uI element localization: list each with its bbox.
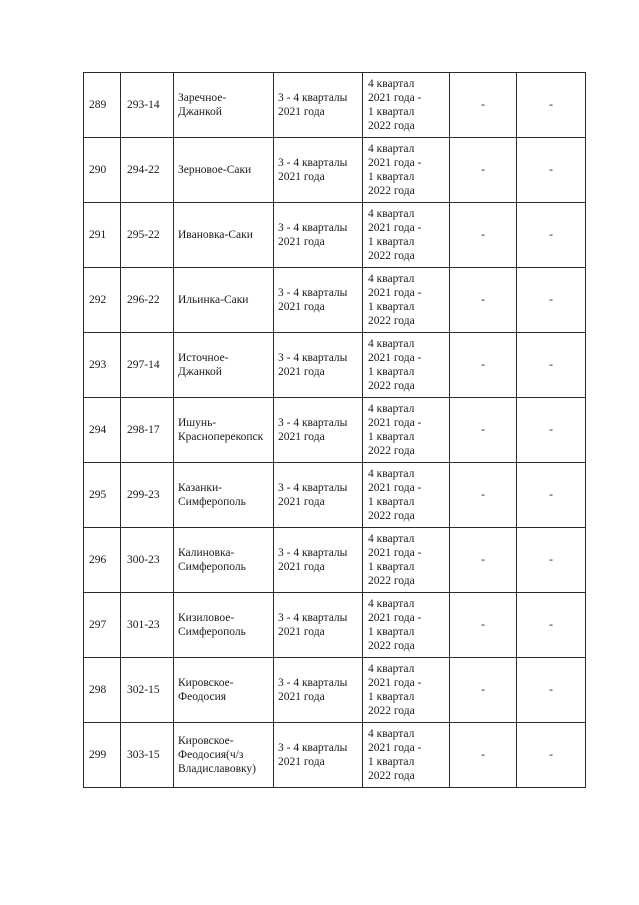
period-end-line: 2022 года [368, 510, 415, 522]
period-end [363, 333, 450, 398]
row-number: 294 [84, 398, 121, 463]
period-end-line: 4 квартал [368, 533, 415, 545]
route-name [174, 73, 274, 138]
period-start-line: 3 - 4 кварталы [278, 222, 348, 234]
route-name-line: Источное- [178, 352, 229, 364]
period-end-line: 1 квартал [368, 496, 415, 508]
period-start-line: 3 - 4 кварталы [278, 417, 348, 429]
period-end-line: 1 квартал [368, 756, 415, 768]
period-end-line: 2022 года [368, 575, 415, 587]
period-end [363, 398, 450, 463]
route-code: 294-22 [121, 138, 174, 203]
row-number: 297 [84, 593, 121, 658]
route-name-line: Ильинка-Саки [178, 294, 249, 306]
period-end-line: 4 квартал [368, 338, 415, 350]
period-start [274, 463, 363, 528]
period-end-line: 2021 года - [368, 417, 422, 429]
column-6-value: - [450, 723, 517, 788]
period-end-line: 2021 года - [368, 677, 422, 689]
period-end-line: 2021 года - [368, 222, 422, 234]
period-start-line: 2021 года [278, 561, 325, 573]
period-end-line: 1 квартал [368, 691, 415, 703]
column-7-value: - [517, 593, 586, 658]
period-start-line: 2021 года [278, 496, 325, 508]
period-end-line: 1 квартал [368, 626, 415, 638]
column-6-value: - [450, 138, 517, 203]
period-start-line: 2021 года [278, 431, 325, 443]
route-name-line: Красноперекопск [178, 431, 264, 443]
period-start-line: 2021 года [278, 366, 325, 378]
column-6-value: - [450, 203, 517, 268]
row-number: 291 [84, 203, 121, 268]
route-code: 297-14 [121, 333, 174, 398]
period-start [274, 268, 363, 333]
period-start-line: 2021 года [278, 171, 325, 183]
period-end-line: 2022 года [368, 315, 415, 327]
route-name [174, 268, 274, 333]
period-end-line: 4 квартал [368, 598, 415, 610]
period-end-line: 2022 года [368, 705, 415, 717]
period-end-line: 2022 года [368, 770, 415, 782]
period-end-line: 4 квартал [368, 728, 415, 740]
column-6-value: - [450, 268, 517, 333]
route-code: 296-22 [121, 268, 174, 333]
period-end-line: 1 квартал [368, 366, 415, 378]
period-end-line: 2022 года [368, 380, 415, 392]
column-7-value: - [517, 398, 586, 463]
route-name [174, 658, 274, 723]
period-end-line: 2022 года [368, 185, 415, 197]
row-number: 295 [84, 463, 121, 528]
route-name [174, 398, 274, 463]
table-row [84, 333, 586, 398]
period-end-line: 4 квартал [368, 663, 415, 675]
period-start-line: 2021 года [278, 301, 325, 313]
table-row [84, 138, 586, 203]
period-start-line: 2021 года [278, 236, 325, 248]
period-end-line: 4 квартал [368, 208, 415, 220]
column-7-value: - [517, 73, 586, 138]
column-7-value: - [517, 723, 586, 788]
route-name [174, 138, 274, 203]
route-code: 301-23 [121, 593, 174, 658]
row-number: 290 [84, 138, 121, 203]
route-name [174, 723, 274, 788]
period-end-line: 2022 года [368, 640, 415, 652]
route-name-line: Симферополь [178, 561, 246, 573]
period-start [274, 138, 363, 203]
period-end-line: 1 квартал [368, 561, 415, 573]
column-6-value: - [450, 333, 517, 398]
period-end [363, 138, 450, 203]
period-end [363, 268, 450, 333]
period-end-line: 1 квартал [368, 301, 415, 313]
period-end [363, 593, 450, 658]
column-7-value: - [517, 268, 586, 333]
column-6-value: - [450, 398, 517, 463]
table-row [84, 528, 586, 593]
period-end-line: 2021 года - [368, 352, 422, 364]
period-start-line: 2021 года [278, 756, 325, 768]
period-end-line: 1 квартал [368, 171, 415, 183]
period-end-line: 2021 года - [368, 92, 422, 104]
column-6-value: - [450, 528, 517, 593]
route-name [174, 528, 274, 593]
period-start-line: 3 - 4 кварталы [278, 547, 348, 559]
route-code: 300-23 [121, 528, 174, 593]
period-start-line: 3 - 4 кварталы [278, 92, 348, 104]
table-row [84, 723, 586, 788]
route-code: 293-14 [121, 73, 174, 138]
row-number: 298 [84, 658, 121, 723]
period-end [363, 203, 450, 268]
period-end-line: 4 квартал [368, 143, 415, 155]
period-end-line: 4 квартал [368, 468, 415, 480]
row-number: 289 [84, 73, 121, 138]
period-end-line: 1 квартал [368, 236, 415, 248]
route-name [174, 463, 274, 528]
period-start-line: 3 - 4 кварталы [278, 287, 348, 299]
period-end-line: 2021 года - [368, 547, 422, 559]
route-code: 299-23 [121, 463, 174, 528]
period-end-line: 4 квартал [368, 273, 415, 285]
period-start [274, 658, 363, 723]
row-number: 292 [84, 268, 121, 333]
row-number: 296 [84, 528, 121, 593]
period-end [363, 658, 450, 723]
table-row [84, 398, 586, 463]
period-end-line: 2021 года - [368, 742, 422, 754]
period-start [274, 73, 363, 138]
period-start-line: 3 - 4 кварталы [278, 742, 348, 754]
period-end [363, 463, 450, 528]
period-end-line: 2022 года [368, 250, 415, 262]
route-name-line: Феодосия(ч/з [178, 749, 244, 761]
route-name-line: Джанкой [178, 366, 222, 378]
period-end-line: 4 квартал [368, 403, 415, 415]
period-start-line: 2021 года [278, 626, 325, 638]
period-start-line: 2021 года [278, 691, 325, 703]
period-end-line: 1 квартал [368, 431, 415, 443]
route-name-line: Владиславовку) [178, 763, 257, 775]
period-end-line: 2021 года - [368, 612, 422, 624]
period-end-line: 2022 года [368, 120, 415, 132]
route-name-line: Калиновка- [178, 547, 235, 559]
period-start-line: 3 - 4 кварталы [278, 482, 348, 494]
route-name-line: Кировское- [178, 735, 234, 747]
table-row [84, 73, 586, 138]
period-end-line: 4 квартал [368, 78, 415, 90]
route-code: 303-15 [121, 723, 174, 788]
period-start [274, 723, 363, 788]
period-end [363, 73, 450, 138]
route-name-line: Кизиловое- [178, 612, 235, 624]
route-name-line: Ивановка-Саки [178, 229, 253, 241]
route-name [174, 203, 274, 268]
route-name-line: Ишунь- [178, 417, 217, 429]
table-row [84, 268, 586, 333]
route-name-line: Симферополь [178, 626, 246, 638]
period-end [363, 528, 450, 593]
row-number: 293 [84, 333, 121, 398]
period-end-line: 2022 года [368, 445, 415, 457]
route-code: 295-22 [121, 203, 174, 268]
period-start [274, 203, 363, 268]
column-7-value: - [517, 333, 586, 398]
column-6-value: - [450, 658, 517, 723]
route-name-line: Джанкой [178, 106, 222, 118]
route-name-line: Заречное- [178, 92, 227, 104]
table-row [84, 463, 586, 528]
route-name [174, 593, 274, 658]
row-number: 299 [84, 723, 121, 788]
period-end [363, 723, 450, 788]
column-7-value: - [517, 138, 586, 203]
period-start-line: 3 - 4 кварталы [278, 612, 348, 624]
period-start [274, 333, 363, 398]
route-code: 302-15 [121, 658, 174, 723]
table-row [84, 203, 586, 268]
route-name [174, 333, 274, 398]
column-7-value: - [517, 528, 586, 593]
route-name-line: Казанки- [178, 482, 222, 494]
column-6-value: - [450, 73, 517, 138]
route-name-line: Симферополь [178, 496, 246, 508]
table-row [84, 658, 586, 723]
period-end-line: 2021 года - [368, 157, 422, 169]
route-code: 298-17 [121, 398, 174, 463]
period-start-line: 3 - 4 кварталы [278, 352, 348, 364]
period-start-line: 2021 года [278, 106, 325, 118]
period-start [274, 528, 363, 593]
column-6-value: - [450, 463, 517, 528]
period-start [274, 398, 363, 463]
period-end-line: 1 квартал [368, 106, 415, 118]
period-start-line: 3 - 4 кварталы [278, 157, 348, 169]
period-start-line: 3 - 4 кварталы [278, 677, 348, 689]
route-name-line: Зерновое-Саки [178, 164, 252, 176]
period-start [274, 593, 363, 658]
route-name-line: Феодосия [178, 691, 227, 703]
period-end-line: 2021 года - [368, 287, 422, 299]
column-6-value: - [450, 593, 517, 658]
column-7-value: - [517, 203, 586, 268]
routes-table [83, 72, 586, 788]
column-7-value: - [517, 658, 586, 723]
column-7-value: - [517, 463, 586, 528]
table-body [84, 73, 586, 788]
period-end-line: 2021 года - [368, 482, 422, 494]
table-row [84, 593, 586, 658]
route-name-line: Кировское- [178, 677, 234, 689]
